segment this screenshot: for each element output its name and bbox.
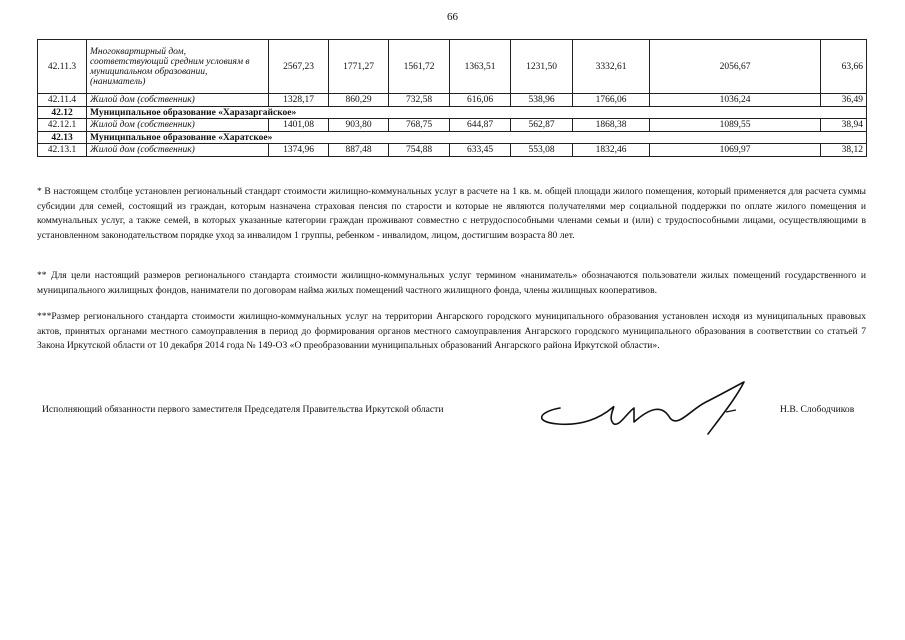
municipality-title: Муниципальное образование «Харазаргайское» <box>87 107 867 119</box>
value-cell: 887,48 <box>329 144 389 157</box>
footnote-1: * В настоящем столбце установлен региональный стандарт стоимости жилищно-коммунальных услуг в расчете на 1 кв. м. общей площади жилого помещения, который применяется для расчета суммы субсидии для семей, состоящий из граждан, которым назначена страховая пенсия по старости и которые не являются получателями мер социальной поддержки по оплате жилого помещения и коммунальных услуг, а также семей, в которых указанные категории граждан проживают совместно с нетрудоспособными членами семьи и (или) с трудоспособными лицами, осуществляющими в установленном законодательством порядке уход за инвалидом 1 группы, ребенком - инвалидом, лицом, достигшим возраста 80 лет. <box>37 186 866 241</box>
value-cell: 1868,38 <box>573 119 650 132</box>
value-cell: 1766,06 <box>573 94 650 107</box>
value-cell: 1089,55 <box>650 119 821 132</box>
table-group-row <box>38 107 867 119</box>
table-row <box>38 40 867 94</box>
value-cell: 1561,72 <box>389 40 450 94</box>
table-group-row <box>38 132 867 144</box>
signatory-name: Н.В. Слободчиков <box>780 404 855 415</box>
value-cell: 732,58 <box>389 94 450 107</box>
page-number: 66 <box>447 11 458 23</box>
value-cell: 1069,97 <box>650 144 821 157</box>
value-cell: 2567,23 <box>269 40 329 94</box>
value-cell: 754,88 <box>389 144 450 157</box>
value-cell: 633,45 <box>450 144 511 157</box>
value-cell: 768,75 <box>389 119 450 132</box>
value-cell: 38,12 <box>821 144 867 157</box>
table-row <box>38 94 867 107</box>
value-cell: 1363,51 <box>450 40 511 94</box>
row-code: 42.13.1 <box>38 144 87 157</box>
value-cell: 1328,17 <box>269 94 329 107</box>
value-cell: 562,87 <box>511 119 573 132</box>
value-cell: 1036,24 <box>650 94 821 107</box>
row-code: 42.12.1 <box>38 119 87 132</box>
table-body <box>38 40 867 157</box>
housing-type: Жилой дом (собственник) <box>87 119 269 132</box>
value-cell: 1231,50 <box>511 40 573 94</box>
footnote-3: ***Размер регионального стандарта стоимости жилищно-коммунальных услуг на территории Ангарского городского муниципального образования установлен исходя из муниципальных правовых актов, принятых органами местного самоуправления в период до формирования органов местного самоуправления Ангарского городского муниципального образования в соответствии со статьей 7 Закона Иркутской области от 10 декабря 2014 года № 149-ОЗ «О преобразовании муниципальных образований Ангарского района Иркутской области». <box>37 311 866 351</box>
footnote-2: ** Для цели настоящий размеров регионального стандарта стоимости жилищно-коммунальных услуг термином «наниматель» обозначаются пользователи жилых помещений государственного и муниципального жилищных фондов, наниматели по договорам найма жилых помещений частного жилищного фонда, члены жилищных кооперативов. <box>37 270 866 296</box>
housing-type: Жилой дом (собственник) <box>87 94 269 107</box>
value-cell: 38,94 <box>821 119 867 132</box>
value-cell: 1401,08 <box>269 119 329 132</box>
value-cell: 616,06 <box>450 94 511 107</box>
row-code: 42.11.3 <box>38 40 87 94</box>
table-row <box>38 119 867 132</box>
row-code: 42.11.4 <box>38 94 87 107</box>
housing-type: Жилой дом (собственник) <box>87 144 269 157</box>
municipality-title: Муниципальное образование «Харатское» <box>87 132 867 144</box>
row-code: 42.13 <box>38 132 87 144</box>
tariff-table <box>37 39 867 157</box>
handwritten-signature <box>530 378 770 438</box>
value-cell: 63,66 <box>821 40 867 94</box>
value-cell: 1832,46 <box>573 144 650 157</box>
value-cell: 2056,67 <box>650 40 821 94</box>
value-cell: 1771,27 <box>329 40 389 94</box>
value-cell: 553,08 <box>511 144 573 157</box>
row-code: 42.12 <box>38 107 87 119</box>
table-row <box>38 144 867 157</box>
value-cell: 644,87 <box>450 119 511 132</box>
value-cell: 1374,96 <box>269 144 329 157</box>
value-cell: 903,80 <box>329 119 389 132</box>
value-cell: 538,96 <box>511 94 573 107</box>
housing-type: Многоквартирный дом, соответствующий средним условиям в муниципальном образовании, (наниматель) <box>87 40 269 94</box>
value-cell: 3332,61 <box>573 40 650 94</box>
signatory-position: Исполняющий обязанности первого заместителя Председателя Правительства Иркутской области <box>42 404 444 415</box>
value-cell: 36,49 <box>821 94 867 107</box>
value-cell: 860,29 <box>329 94 389 107</box>
